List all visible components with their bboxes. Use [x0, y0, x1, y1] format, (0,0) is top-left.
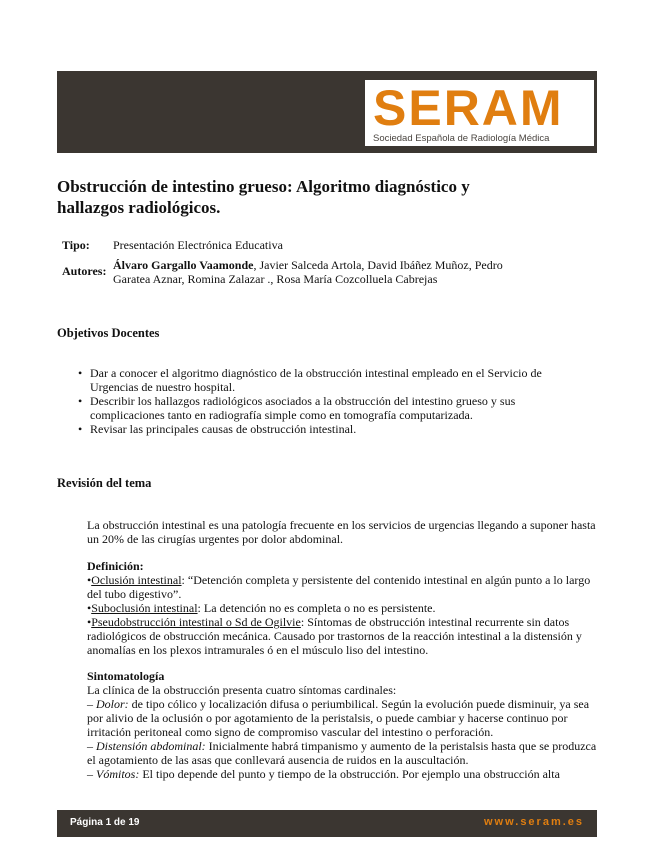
definition-term: Oclusión intestinal: [91, 573, 182, 587]
sintomatologia-heading: Sintomatología: [87, 669, 165, 683]
list-item: • Revisar las principales causas de obstrucción intestinal.: [78, 422, 578, 436]
definition-text: : La detención no es completa o no es persistente.: [197, 601, 436, 615]
definition-text: : “Detención completa y persistente del contenido intestinal en algún punto a lo largo del tubo digestivo”.: [87, 573, 591, 601]
list-item: • Describir los hallazgos radiológicos asociados a la obstrucción del intestino grueso y sus complicaciones tanto en radiografía simple como en tomografía computarizada.: [78, 394, 578, 422]
definicion-heading: Definición:: [87, 559, 144, 573]
tipo-value: Presentación Electrónica Educativa: [113, 238, 283, 252]
tipo-label: Tipo:: [62, 238, 90, 252]
page-number: Página 1 de 19: [70, 817, 140, 828]
definition-item: •Oclusión intestinal: “Detención completa y persistente del contenido intestinal en algún punto a lo largo del tubo digestivo”.: [87, 573, 591, 601]
symptom-text: de tipo cólico y localización difusa o periumbilical. Según la evolución puede disminuir, ya sea por alivio de la oclusión o por agotamiento de la peristalsis, o puede cambiar y hacerse continuo por irritación peritoneal como signo de compromiso vascular del intestino o perforación.: [87, 697, 590, 739]
list-item: • Dar a conocer el algoritmo diagnóstico de la obstrucción intestinal empleado en el Servicio de Urgencias de nuestro hospital.: [78, 366, 578, 394]
symptom-term: Distensión abdominal:: [96, 739, 206, 753]
autores-label: Autores:: [62, 264, 107, 278]
document-title: Obstrucción de intestino grueso: Algoritmo diagnóstico y hallazgos radiológicos.: [57, 177, 470, 217]
definicion-section: [87, 559, 597, 657]
autores-main: Álvaro Gargallo Vaamonde: [113, 258, 254, 272]
symptom-term: Vómitos:: [96, 767, 140, 781]
symptom-item: – Dolor: de tipo cólico y localización difusa o periumbilical. Según la evolución puede disminuir, ya sea por alivio de la oclusión o por agotamiento de la peristalsis, o puede cambiar y hacerse continuo por irritación peritoneal como signo de compromiso vascular del intestino o perforación.: [87, 697, 590, 739]
symptom-item: – Vómitos: El tipo depende del punto y tiempo de la obstrucción. Por ejemplo una obstrucción alta: [87, 767, 560, 781]
site-url: www.seram.es: [484, 816, 585, 828]
symptom-text: Inicialmente habrá timpanismo y aumento de la peristalsis hasta que se produzca el agotamiento de las asas que conllevará ausencia de ruidos en la auscultación.: [87, 739, 597, 767]
definition-item: •Pseudobstrucción intestinal o Sd de Ogilvie: Síntomas de obstrucción intestinal recurrente sin datos radiológicos de obstrucción mecánica. Causado por trastornos de la reacción intestinal a la distensión y anomalías en los plexos intramurales ó en el músculo liso del intestino.: [87, 615, 582, 657]
autores-value: [113, 258, 533, 286]
definition-term: Suboclusión intestinal: [91, 601, 198, 615]
logo-subtitle: Sociedad Española de Radiología Médica: [373, 133, 550, 144]
intro-paragraph: La obstrucción intestinal es una patología frecuente en los servicios de urgencias llegando a suponer hasta un 20% de las cirugías urgentes por dolor abdominal.: [87, 518, 596, 546]
definition-term: Pseudobstrucción intestinal o Sd de Ogilvie: [91, 615, 301, 629]
symptom-item: – Distensión abdominal: Inicialmente habrá timpanismo y aumento de la peristalsis hasta que se produzca el agotamiento de las asas que conllevará ausencia de ruidos en la auscultación.: [87, 739, 597, 767]
sintomatologia-intro: La clínica de la obstrucción presenta cuatro síntomas cardinales:: [87, 683, 397, 697]
objetivos-list: [78, 366, 578, 436]
definition-item: •Suboclusión intestinal: La detención no es completa o no es persistente.: [87, 601, 436, 615]
definition-text: : Síntomas de obstrucción intestinal recurrente sin datos radiológicos de obstrucción mecánica. Causado por trastornos de la reacción intestinal a la distensión y anomalías en los plexos intramurales ó en el músculo liso del intestino.: [87, 615, 582, 657]
symptom-text: El tipo depende del punto y tiempo de la obstrucción. Por ejemplo una obstrucción alta: [139, 767, 560, 781]
sintomatologia-section: [87, 669, 597, 781]
objetivos-heading: Objetivos Docentes: [57, 326, 160, 340]
autores-others: , Javier Salceda Artola, David Ibáñez Muñoz, Pedro Garatea Aznar, Romina Zalazar ., Rosa María Cozcolluela Cabrejas: [113, 258, 503, 286]
logo-text: SERAM: [373, 80, 564, 136]
revision-heading: Revisión del tema: [57, 476, 152, 490]
symptom-term: Dolor:: [96, 697, 129, 711]
